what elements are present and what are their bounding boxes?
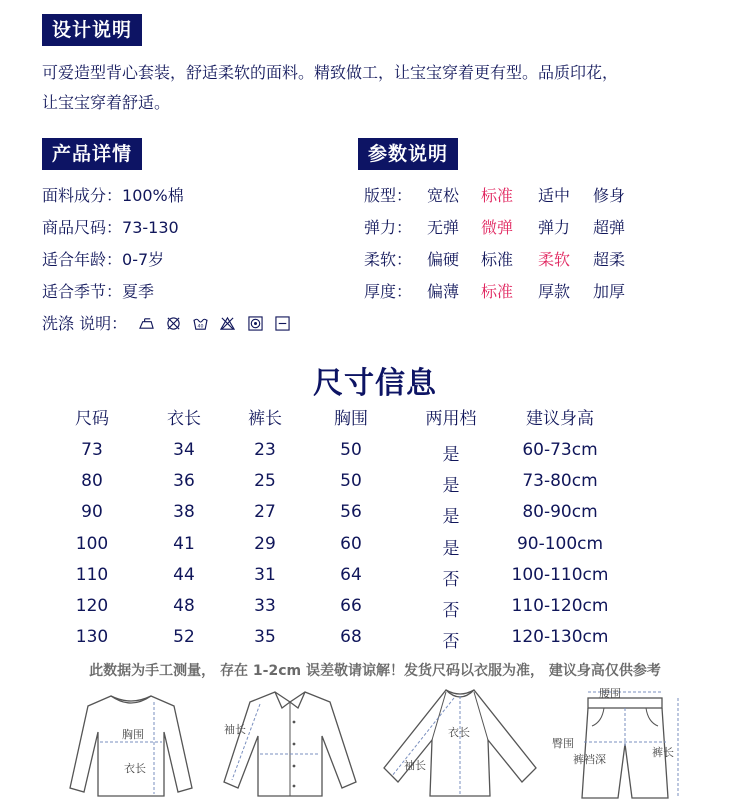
param-option: 适中 [538,186,571,205]
size-cell: 64 [340,565,362,585]
param-option: 标准 [481,250,514,269]
size-cell: 27 [254,502,276,522]
detail-label: 适合季节： [42,282,123,301]
param-option: 加厚 [593,282,626,301]
size-cell: 31 [254,565,276,585]
pants-rise-label: 裤裆深 [573,753,606,766]
wash-label: 洗涤 说明： [42,314,128,333]
size-cell: 是 [442,539,460,559]
param-option: 宽松 [427,186,460,205]
no-tumble-dry-icon [220,316,235,331]
shirt-diagram [220,684,360,800]
size-cell: 35 [254,627,276,647]
iron-icon [139,316,154,331]
size-cell: 48 [173,596,195,616]
detail-value: 夏季 [122,282,155,301]
size-cell: 73-80cm [522,471,598,491]
size-cell: 120 [75,596,109,616]
size-cell: 否 [442,632,460,652]
details-title: 产品详情 [42,138,142,170]
design-description [42,58,692,118]
size-header: 尺码 [75,409,109,429]
design-line: 让宝宝穿着舒适。 [42,93,171,112]
param-option: 无弹 [427,218,460,237]
size-cell: 110 [75,565,109,585]
size-cell: 否 [442,601,460,621]
detail-value: 73-130 [122,218,179,237]
size-cell: 50 [340,440,362,460]
design-title: 设计说明 [42,14,142,46]
param-option: 超弹 [593,218,626,237]
param-label: 弹力： [364,218,413,237]
raglan-length-label: 衣长 [448,726,470,739]
size-cell: 23 [254,440,276,460]
param-option: 弹力 [538,218,571,237]
tshirt-length-label: 衣长 [124,762,146,775]
detail-item [42,183,184,206]
tshirt-diagram [66,684,196,800]
param-option: 厚款 [538,282,571,301]
param-option: 修身 [593,186,626,205]
size-cell: 是 [442,507,460,527]
shirt-sleeve-label: 袖长 [224,723,246,736]
size-cell: 80 [81,471,103,491]
svg-text:40: 40 [197,324,204,330]
tshirt-chest-label: 胸围 [122,728,144,741]
detail-label: 适合年龄： [42,250,123,269]
size-cell: 52 [173,627,195,647]
param-label: 厚度： [364,282,413,301]
size-header: 衣长 [167,409,201,429]
params-title: 参数说明 [358,138,458,170]
detail-item [42,215,179,238]
param-option: 偏薄 [427,282,460,301]
param-option: 柔软 [538,250,571,269]
size-cell: 80-90cm [522,502,598,522]
size-cell: 34 [173,440,195,460]
detail-item [42,247,164,270]
size-header: 胸围 [334,409,368,429]
size-cell: 是 [442,445,460,465]
no-bleach-icon [166,316,181,331]
param-label: 版型： [364,186,413,205]
size-cell: 29 [254,534,276,554]
param-option: 超柔 [593,250,626,269]
design-line: 可爱造型背心套装，舒适柔软的面料。精致做工，让宝宝穿着更有型。品质印花， [42,63,619,82]
size-cell: 90 [81,502,103,522]
size-cell: 38 [173,502,195,522]
size-cell: 33 [254,596,276,616]
detail-value: 100%棉 [122,186,184,205]
size-cell: 25 [254,471,276,491]
size-cell: 56 [340,502,362,522]
size-cell: 41 [173,534,195,554]
size-cell: 68 [340,627,362,647]
detail-label: 商品尺码： [42,218,123,237]
detail-value: 0-7岁 [122,250,165,269]
size-cell: 36 [173,471,195,491]
size-cell: 否 [442,570,460,590]
pants-length-label: 裤长 [652,746,674,759]
size-cell: 100 [75,534,109,554]
size-cell: 130 [75,627,109,647]
dry-clean-icon [248,316,263,331]
size-cell: 73 [81,440,103,460]
detail-item [42,279,154,302]
size-header: 两用档 [425,409,477,429]
raglan-sleeve-label: 袖长 [404,759,426,772]
param-option: 标准 [481,186,514,205]
param-label: 柔软： [364,250,413,269]
param-option: 微弹 [481,218,514,237]
detail-label: 面料成分： [42,186,123,205]
size-cell: 120-130cm [511,627,609,647]
size-header: 建议身高 [526,409,594,429]
wash-instructions [42,311,290,334]
size-cell: 90-100cm [516,534,604,554]
wash-tub-icon [193,316,208,331]
size-cell: 66 [340,596,362,616]
size-title: 尺寸信息 [313,366,437,401]
flat-dry-icon [275,316,290,331]
size-cell: 50 [340,471,362,491]
size-cell: 100-110cm [511,565,609,585]
raglan-diagram [376,684,544,800]
size-cell: 60 [340,534,362,554]
pants-waist-label: 腰围 [599,687,621,700]
measurement-note: 此数据为手工测量， 存在 1-2cm 误差敬请谅解！发货尺码以衣服为准， 建议身高仅供参考 [89,663,661,679]
param-option: 偏硬 [427,250,460,269]
pants-diagram [574,686,694,802]
size-header: 裤长 [248,409,282,429]
pants-hip-label: 臀围 [552,737,574,750]
param-option: 标准 [481,282,514,301]
size-cell: 60-73cm [522,440,598,460]
size-cell: 是 [442,476,460,496]
size-cell: 44 [173,565,195,585]
size-cell: 110-120cm [511,596,609,616]
